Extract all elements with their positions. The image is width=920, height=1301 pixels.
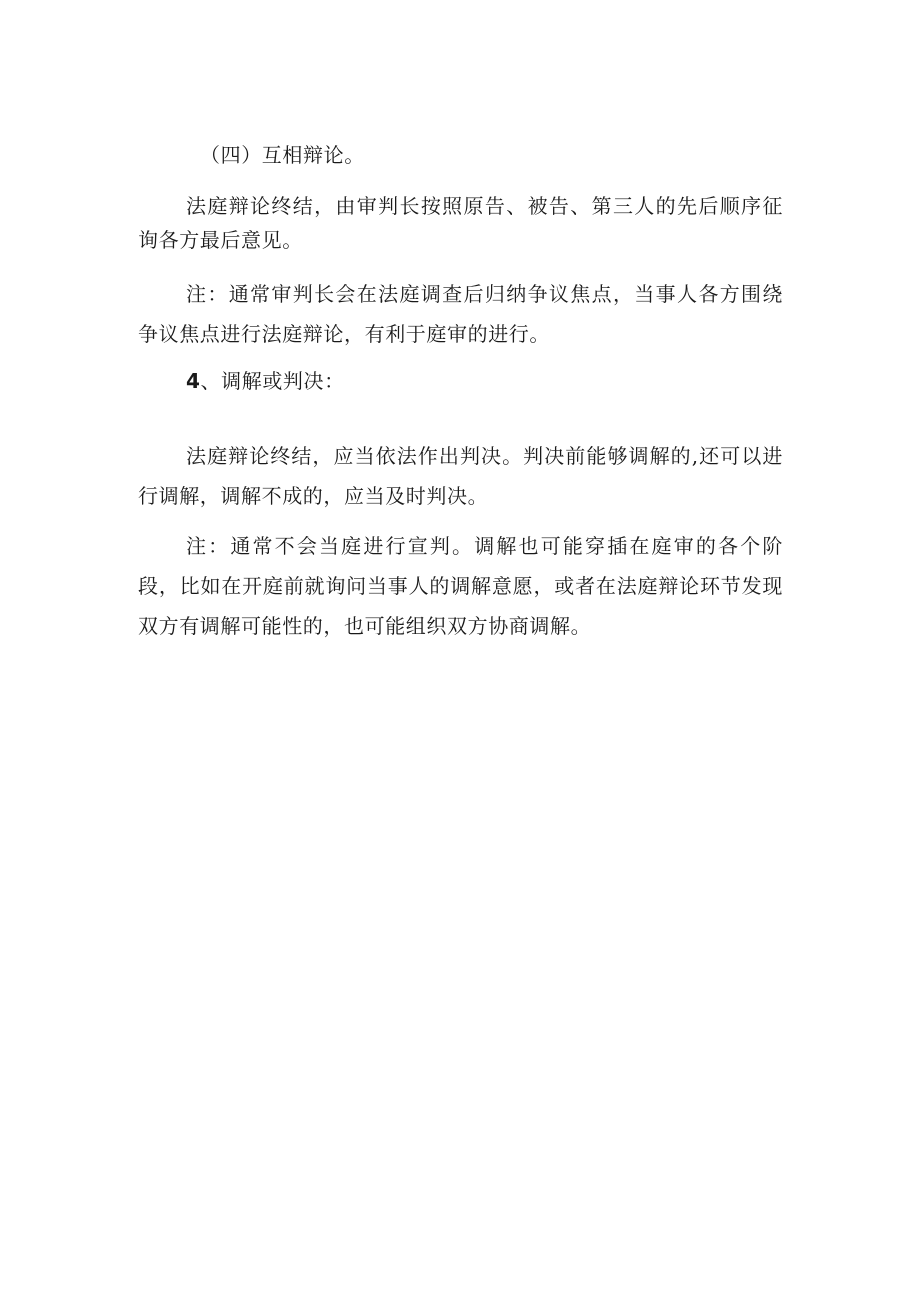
note-mediation: 注：通常不会当庭进行宣判。调解也可能穿插在庭审的各个阶段，比如在开庭前就询问当事人的调解意愿，或者在法庭辩论环节发现双方有调解可能性的，也可能组织双方协商调解。 [138,534,783,638]
section-title: 、调解或判决： [200,369,345,393]
subheading-mutual-debate: （四）互相辩论。 [200,143,365,167]
section-number: 4 [186,369,201,393]
document-body [138,138,783,646]
paragraph-debate-end: 法庭辩论终结，由审判长按照原告、被告、第三人的先后顺序征询各方最后意见。 [138,194,783,252]
note-dispute-focus: 注：通常审判长会在法庭调查后归纳争议焦点，当事人各方围绕争议焦点进行法庭辩论，有利于庭审的进行。 [138,282,783,346]
section-heading-mediation-or-judgment [138,364,783,398]
paragraph-judgment: 法庭辩论终结，应当依法作出判决。判决前能够调解的,还可以进行调解，调解不成的，应当及时判决。 [138,444,783,508]
